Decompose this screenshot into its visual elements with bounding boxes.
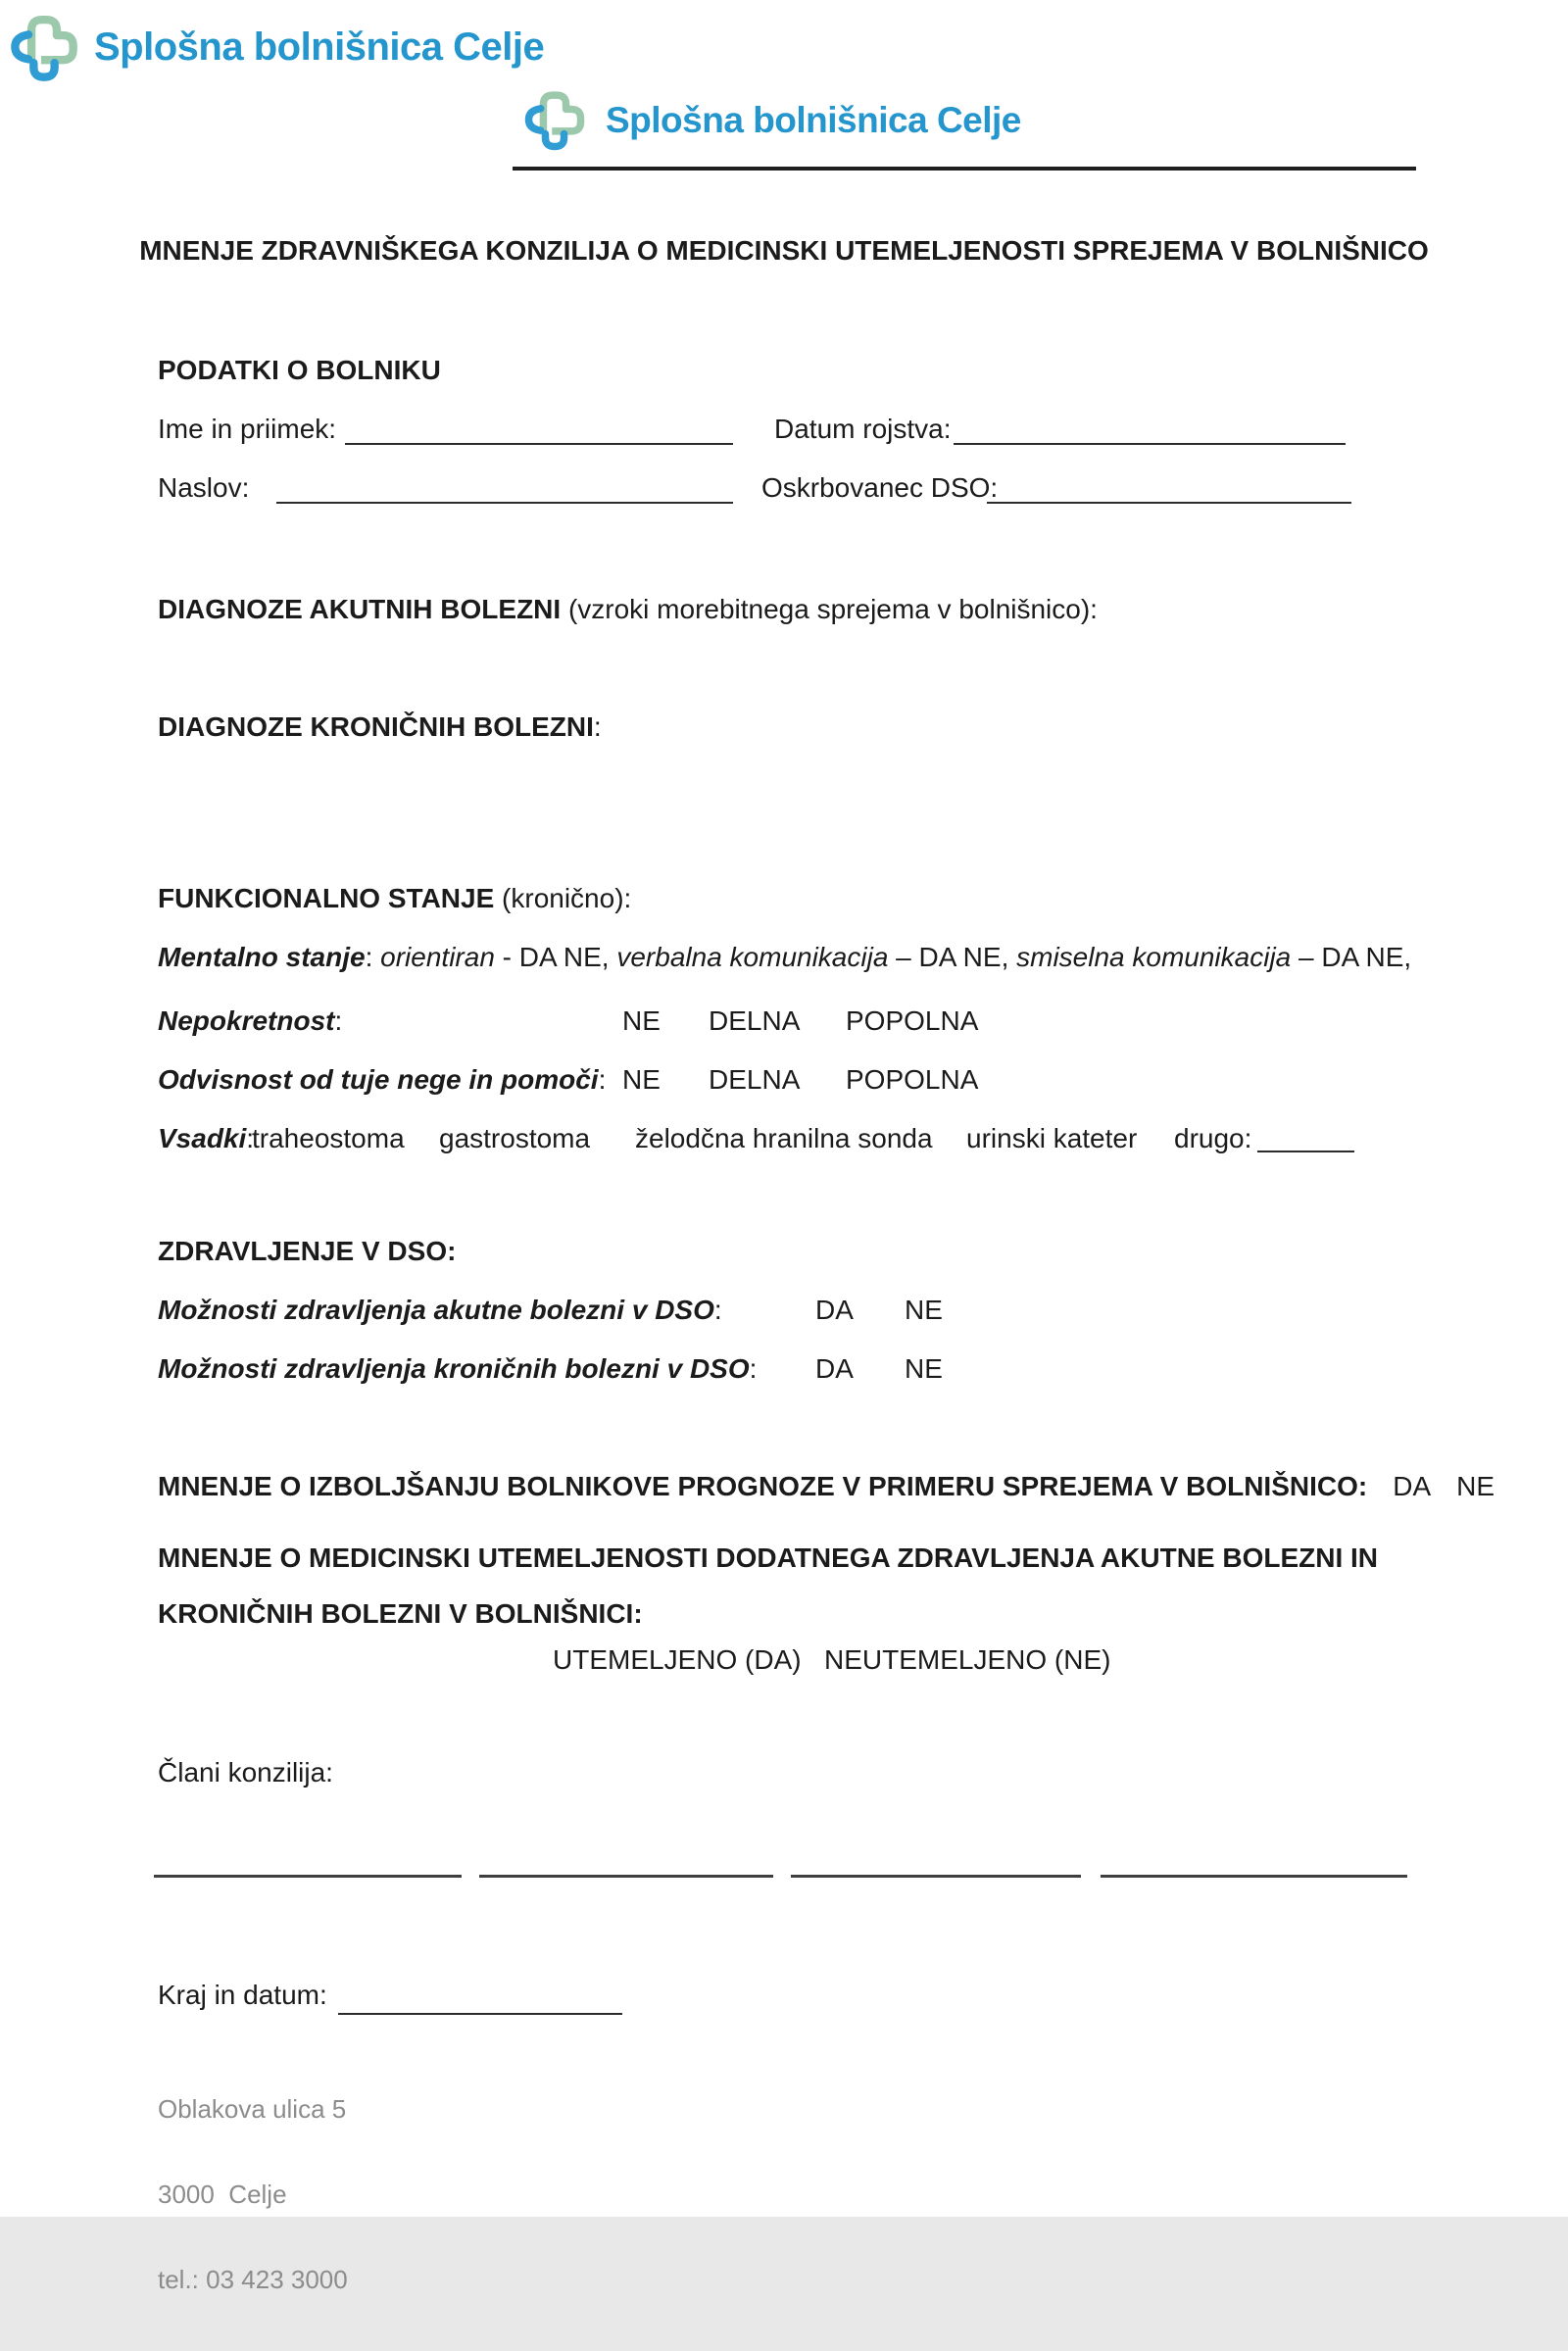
footer-phone: tel.: 03 423 3000	[158, 2265, 348, 2294]
mental-item-meaningful: smiselna komunikacija	[1016, 942, 1292, 972]
footer-address-block	[158, 2038, 348, 2351]
mental-item-meaningful-options: – DA NE,	[1291, 942, 1412, 972]
patient-section-heading: PODATKI O BOLNIKU	[158, 355, 441, 385]
acute-diagnoses-heading	[158, 594, 1098, 625]
hospital-cross-icon	[521, 86, 588, 162]
immobility-option-ne: NE	[622, 1005, 661, 1036]
immobility-label	[158, 1005, 342, 1037]
dependency-option-delna: DELNA	[709, 1064, 801, 1095]
implant-other-blank-line	[1257, 1125, 1354, 1152]
dso-chronic-label	[158, 1353, 757, 1385]
signature-line	[791, 1875, 1081, 1878]
mental-item-verbal: verbalna komunikacija	[616, 942, 889, 972]
implant-other-label: drugo:	[1174, 1123, 1252, 1153]
prognosis-option-da: DA	[1393, 1471, 1432, 1501]
implants-colon: :	[246, 1123, 255, 1153]
signature-line	[479, 1875, 773, 1878]
chronic-diagnoses-heading	[158, 711, 602, 743]
implants-label	[158, 1123, 254, 1154]
unjustified-option: NEUTEMELJENO (NE)	[824, 1644, 1111, 1675]
dependency-row	[0, 1064, 1568, 1103]
justified-option: UTEMELJENO (DA)	[553, 1644, 802, 1675]
place-date-label: Kraj in datum:	[158, 1980, 327, 2010]
mental-item-oriented: orientiran	[380, 942, 495, 972]
footer-street: Oblakova ulica 5	[158, 2094, 347, 2124]
dso-acute-label-bold: Možnosti zdravljenja akutne bolezni v DSO	[158, 1295, 714, 1325]
letterhead-logo-wordmark: Splošna bolnišnica Celje	[606, 100, 1021, 140]
implant-option-urinary-catheter: urinski kateter	[966, 1123, 1138, 1153]
dependency-label	[158, 1064, 606, 1096]
name-blank-line	[345, 416, 733, 445]
address-blank-line	[276, 474, 733, 504]
chronic-diagnoses-heading-bold: DIAGNOZE KRONIČNIH BOLEZNI	[158, 711, 594, 742]
prognosis-opinion-heading: MNENJE O IZBOLJŠANJU BOLNIKOVE PROGNOZE V PRIMERU SPREJEMA V BOLNIŠNICO:	[158, 1471, 1368, 1501]
dso-acute-option-da: DA	[815, 1295, 854, 1325]
signature-line	[1101, 1875, 1407, 1878]
dob-label: Datum rojstva:	[774, 414, 952, 444]
dso-acute-row	[0, 1295, 1568, 1334]
prognosis-opinion-line	[158, 1471, 1494, 1502]
hospital-logo	[7, 10, 81, 93]
mental-item-oriented-options: - DA NE,	[494, 942, 617, 972]
mental-state-label: Mentalno stanje	[158, 942, 366, 972]
acute-diagnoses-heading-bold: DIAGNOZE AKUTNIH BOLEZNI	[158, 594, 562, 624]
dependency-option-ne: NE	[622, 1064, 661, 1095]
dso-acute-colon: :	[713, 1295, 722, 1325]
functional-state-note: (kronično):	[494, 883, 632, 913]
mental-state-colon: :	[365, 942, 381, 972]
acute-diagnoses-note: (vzroki morebitnega sprejema v bolnišnico):	[561, 594, 1098, 624]
immobility-colon: :	[334, 1005, 343, 1036]
immobility-option-delna: DELNA	[709, 1005, 801, 1036]
dob-blank-line	[954, 416, 1346, 445]
hospital-logo-wordmark: Splošna bolnišnica Celje	[94, 25, 545, 69]
dso-chronic-label-bold: Možnosti zdravljenja kroničnih bolezni v DSO	[158, 1353, 750, 1384]
address-label: Naslov:	[158, 472, 250, 503]
functional-state-heading	[158, 883, 631, 914]
place-date-blank-line	[338, 1982, 622, 2015]
implant-option-feeding-tube: želodčna hranilna sonda	[635, 1123, 933, 1153]
chronic-diagnoses-colon: :	[593, 711, 602, 742]
dependency-colon: :	[598, 1064, 607, 1095]
immobility-row	[0, 1005, 1568, 1045]
implant-option-gastrostomy: gastrostoma	[439, 1123, 591, 1153]
name-label: Ime in priimek:	[158, 414, 337, 444]
immobility-label-bold: Nepokretnost	[158, 1005, 335, 1036]
justification-opinion-heading: MNENJE O MEDICINSKI UTEMELJENOSTI DODATNEGA ZDRAVLJENJA AKUTNE BOLEZNI IN KRONIČNIH BOLEZNI V BOLNIŠNICI:	[158, 1543, 1379, 1629]
letterhead-logo	[521, 86, 588, 162]
dependency-label-bold: Odvisnost od tuje nege in pomoči	[158, 1064, 599, 1095]
dependency-option-popolna: POPOLNA	[846, 1064, 979, 1095]
footer-city: 3000 Celje	[158, 2180, 287, 2209]
dso-treatment-heading: ZDRAVLJENJE V DSO:	[158, 1236, 457, 1266]
dso-blank-line	[987, 474, 1351, 504]
letterhead-divider	[513, 167, 1416, 171]
hospital-cross-icon	[7, 10, 81, 93]
dso-chronic-option-da: DA	[815, 1353, 854, 1384]
functional-state-heading-bold: FUNKCIONALNO STANJE	[158, 883, 495, 913]
dso-acute-option-ne: NE	[905, 1295, 943, 1325]
council-members-label: Člani konzilija:	[158, 1757, 333, 1788]
dso-resident-label: Oskrbovanec DSO:	[761, 472, 999, 503]
signature-line	[154, 1875, 462, 1878]
dso-chronic-row	[0, 1353, 1568, 1393]
dso-chronic-option-ne: NE	[905, 1353, 943, 1384]
justification-options-row	[0, 1644, 1568, 1684]
prognosis-option-ne: NE	[1456, 1471, 1495, 1501]
implant-option-tracheostomy: traheostoma	[252, 1123, 405, 1153]
immobility-option-popolna: POPOLNA	[846, 1005, 979, 1036]
mental-state-line	[158, 942, 1411, 973]
dso-chronic-colon: :	[749, 1353, 758, 1384]
implants-label-bold: Vsadki	[158, 1123, 247, 1153]
document-title: MNENJE ZDRAVNIŠKEGA KONZILIJA O MEDICINSKI UTEMELJENOSTI SPREJEMA V BOLNIŠNICO	[139, 235, 1429, 266]
mental-item-verbal-options: – DA NE,	[888, 942, 1017, 972]
dso-acute-label	[158, 1295, 722, 1326]
